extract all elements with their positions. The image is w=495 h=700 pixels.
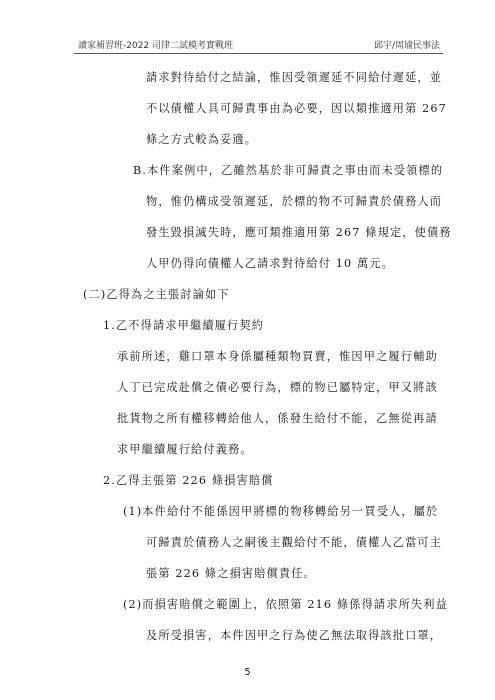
body-line: (1)本件給付不能係因甲將標的物移轉給另一買受人，屬於 — [123, 505, 439, 518]
header-divider — [74, 53, 443, 54]
body-line: 不以債權人具可歸責事由為必要，因以類推適用第 267 — [146, 102, 447, 115]
body-line: 物，惟仍構成受領遲延，於標的物不可歸責於債務人而 — [146, 195, 443, 208]
body-line: 求甲繼續履行給付義務。 — [117, 443, 253, 456]
body-line: 發生毀損滅失時，應可類推適用第 267 條規定，使債務 — [146, 226, 452, 239]
body-line: 批貨物之所有權移轉給他人，係發生給付不能，乙無從再請 — [117, 412, 438, 425]
body-line: 承前所述，雞口罩本身係屬種類物買賣，惟因甲之履行輔助 — [117, 350, 438, 363]
body-line: 條之方式較為妥適。 — [146, 133, 258, 146]
body-line: (2)而損害賠償之範圍上，依照第 216 條係得請求所失利益 — [123, 598, 448, 611]
body-line: 人甲仍得向債權人乙請求對待給付 10 萬元。 — [146, 257, 395, 270]
header-instructor: 邱宇/周瑜民事法 — [373, 41, 440, 51]
page-number: 5 — [244, 667, 251, 678]
body-line: 及所受損害，本件因甲之行為使乙無法取得該批口罩， — [146, 629, 443, 642]
header-course-title: 讀家補習班-2022 司律二試模考實戰班 — [78, 41, 234, 51]
subsection-heading: 2.乙得主張第 226 條損害賠償 — [103, 474, 274, 487]
body-line: 可歸責於債務人之嗣後主觀給付不能，債權人乙當可主 — [146, 536, 443, 549]
subsection-heading: 1.乙不得請求甲繼續履行契約 — [103, 319, 265, 332]
section-heading: (二)乙得為之主張討論如下 — [83, 288, 230, 301]
body-line: 人丁已完成赴償之債必要行為，標的物已屬特定，甲又將該 — [117, 381, 438, 394]
body-line: B.本件案例中，乙雖然基於非可歸責之事由而未受領標的 — [133, 164, 444, 177]
body-line: 張第 226 條之損害賠償責任。 — [146, 567, 316, 580]
body-line: 請求對待給付之結論，惟因受領遲延不同給付遲延，並 — [146, 71, 443, 84]
